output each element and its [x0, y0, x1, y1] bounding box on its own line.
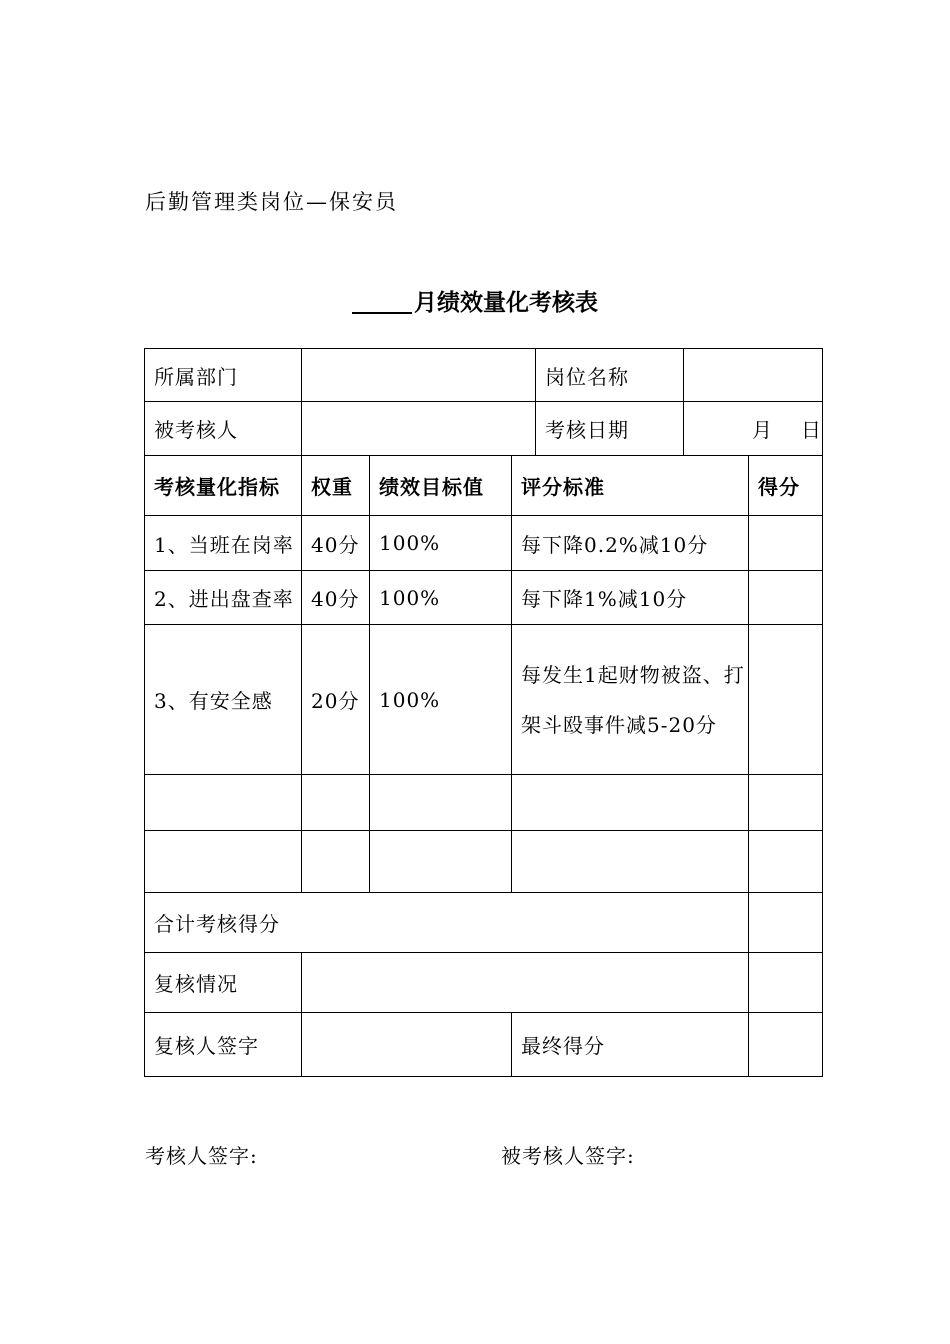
row-criteria: 每发生1起财物被盗、打架斗殴事件减5-20分	[512, 625, 749, 775]
empty-cell[interactable]	[749, 775, 823, 831]
day-label: 日	[801, 418, 822, 442]
col-target: 绩效目标值	[370, 456, 512, 516]
total-row	[145, 893, 823, 953]
month-label: 月	[752, 418, 773, 442]
empty-cell[interactable]	[370, 775, 512, 831]
total-score-field[interactable]	[749, 893, 823, 953]
final-score-field[interactable]	[749, 1013, 823, 1077]
person-field[interactable]	[302, 402, 536, 456]
date-field[interactable]	[684, 402, 823, 456]
row-target: 100%	[370, 571, 512, 625]
empty-row	[145, 775, 823, 831]
review-row	[145, 953, 823, 1013]
row-indicator: 1、当班在岗率	[145, 516, 302, 571]
month-blank[interactable]	[352, 290, 412, 314]
row-indicator: 3、有安全感	[145, 625, 302, 775]
review-label: 复核情况	[145, 953, 302, 1013]
position-field[interactable]	[684, 349, 823, 402]
reviewer-label: 复核人签字	[145, 1013, 302, 1077]
row-weight: 40分	[302, 571, 370, 625]
empty-cell[interactable]	[749, 831, 823, 893]
col-criteria: 评分标准	[512, 456, 749, 516]
assessor-signature-label: 考核人签字:	[145, 1144, 258, 1168]
assessee-signature-label: 被考核人签字:	[501, 1144, 635, 1168]
row-weight: 40分	[302, 516, 370, 571]
col-weight: 权重	[302, 456, 370, 516]
col-score: 得分	[749, 456, 823, 516]
table-row	[145, 516, 823, 571]
table-row	[145, 625, 823, 775]
reviewer-row	[145, 1013, 823, 1077]
review-score-field[interactable]	[749, 953, 823, 1013]
dept-field[interactable]	[302, 349, 536, 402]
empty-cell[interactable]	[512, 831, 749, 893]
row-target: 100%	[370, 516, 512, 571]
position-category: 后勤管理类岗位—保安员	[145, 190, 398, 214]
final-label: 最终得分	[512, 1013, 749, 1077]
empty-row	[145, 831, 823, 893]
empty-cell[interactable]	[145, 775, 302, 831]
dept-label: 所属部门	[145, 349, 302, 402]
date-label: 考核日期	[536, 402, 684, 456]
empty-cell[interactable]	[512, 775, 749, 831]
column-header-row	[145, 456, 823, 516]
row-score-field[interactable]	[749, 571, 823, 625]
empty-cell[interactable]	[302, 775, 370, 831]
empty-cell[interactable]	[145, 831, 302, 893]
row-score-field[interactable]	[749, 516, 823, 571]
row-criteria: 每下降1%减10分	[512, 571, 749, 625]
table-row	[145, 571, 823, 625]
position-label: 岗位名称	[536, 349, 684, 402]
col-indicator: 考核量化指标	[145, 456, 302, 516]
total-label: 合计考核得分	[145, 893, 749, 953]
person-label: 被考核人	[145, 402, 302, 456]
info-row-dept	[145, 349, 823, 402]
form-title	[0, 284, 950, 317]
row-target: 100%	[370, 625, 512, 775]
review-field[interactable]	[302, 953, 749, 1013]
info-row-person	[145, 402, 823, 456]
row-score-field[interactable]	[749, 625, 823, 775]
row-criteria: 每下降0.2%减10分	[512, 516, 749, 571]
reviewer-signature-field[interactable]	[302, 1013, 512, 1077]
assessment-table	[144, 348, 823, 1077]
empty-cell[interactable]	[302, 831, 370, 893]
form-title-text: 月绩效量化考核表	[414, 290, 598, 316]
row-weight: 20分	[302, 625, 370, 775]
row-indicator: 2、进出盘查率	[145, 571, 302, 625]
empty-cell[interactable]	[370, 831, 512, 893]
